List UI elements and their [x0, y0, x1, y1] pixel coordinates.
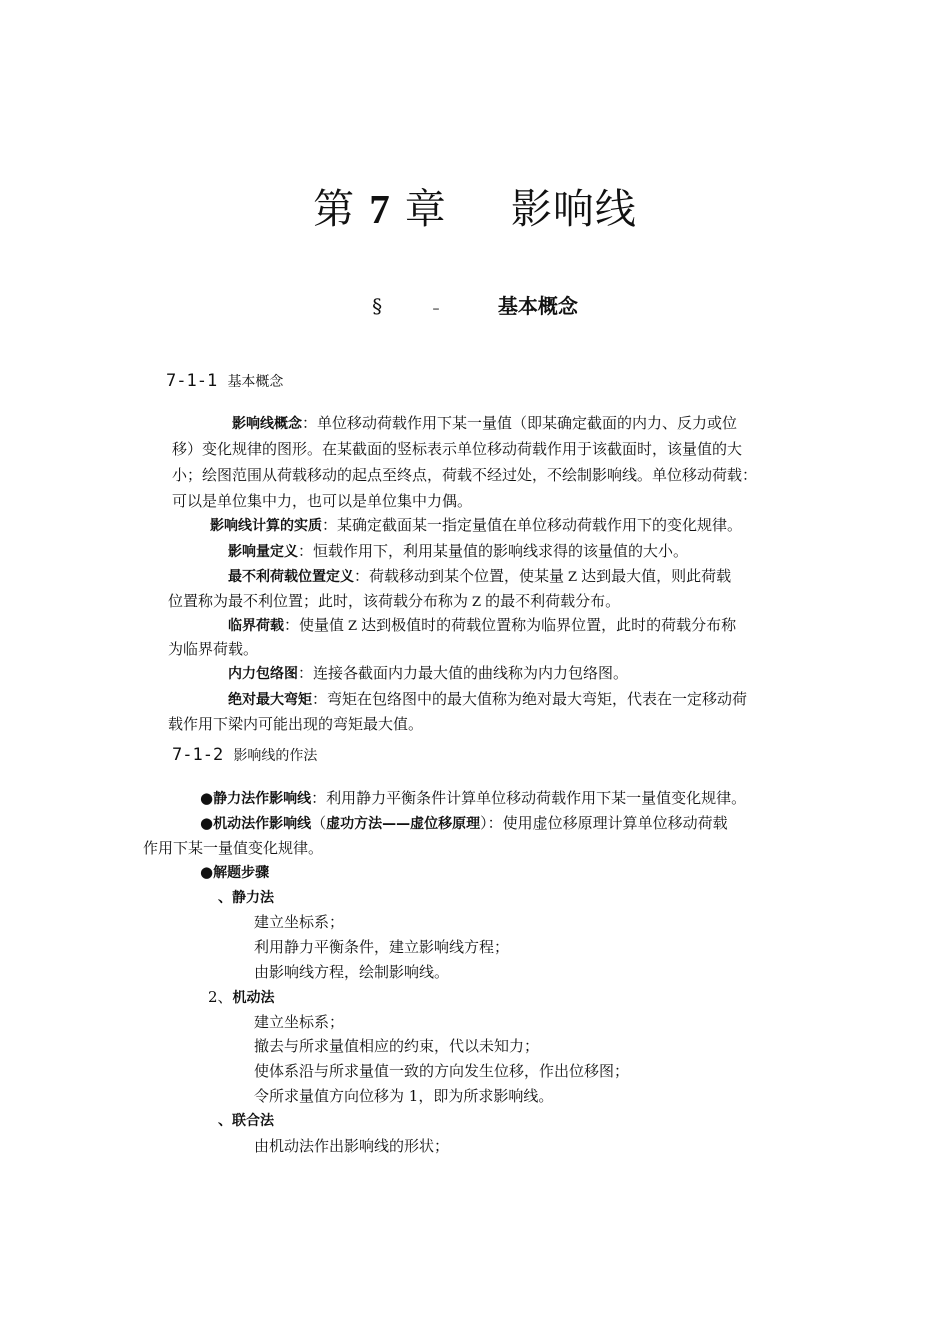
chapter-prefix: 第	[313, 185, 356, 233]
subsection-2	[172, 745, 317, 765]
subsection-2-label: 影响线的作法	[233, 748, 318, 764]
chapter-title	[0, 176, 950, 235]
bullet-icon: ●	[200, 789, 214, 807]
def-text: 达到最大值，则此荷载	[581, 567, 732, 585]
subsection-1	[166, 371, 283, 391]
method-kinematic	[200, 812, 728, 833]
def-text: ：荷载移动到某个位置，使某量	[354, 567, 565, 585]
method-term: 机动法作影响线	[213, 816, 312, 832]
step-item: 建立坐标系；	[254, 1013, 345, 1031]
step-label: 机动法	[232, 990, 275, 1006]
subsection-1-label: 基本概念	[227, 374, 284, 390]
def-text: ：弯矩在包络图中的最大值称为绝对最大弯矩，代表在一定移动荷	[312, 690, 748, 708]
def-worst-position	[228, 565, 731, 586]
chapter-name: 影响线	[510, 185, 637, 233]
chapter-number: 7	[369, 186, 391, 232]
def-text: 达到极值时的荷载位置称为临界位置，此时的荷载分布称	[361, 616, 737, 634]
def-term: 影响线计算的实质	[210, 518, 322, 534]
z-symbol: Z	[568, 570, 578, 585]
def-text: 的最不利荷载分布。	[485, 592, 621, 610]
subsection-1-num: 7-1-1	[166, 371, 218, 391]
method-term: 虚功方法——虚位移原理	[326, 816, 481, 832]
def-line: 为临界荷载。	[168, 640, 259, 658]
def-influence-line	[232, 412, 737, 433]
def-line: 可以是单位集中力，也可以是单位集中力偶。	[172, 492, 473, 510]
def-envelope	[228, 662, 628, 683]
paren: （	[311, 814, 327, 832]
method-static	[200, 787, 746, 808]
def-text: ：连接各截面内力最大值的曲线称为内力包络图。	[298, 664, 629, 682]
z-symbol: Z	[348, 619, 358, 634]
step-static-heading: 、静力法	[218, 890, 274, 906]
bullet-icon: ●	[200, 863, 214, 881]
def-abs-max-moment	[228, 688, 747, 709]
def-term: 影响量定义	[228, 544, 298, 560]
bullet-icon: ●	[200, 814, 214, 832]
def-text: ：某确定截面某一指定量值在单位移动荷载作用下的变化规律。	[322, 516, 743, 534]
def-term: 内力包络图	[228, 666, 298, 682]
def-line: 载作用下梁内可能出现的弯矩最大值。	[168, 715, 424, 733]
step-item: 利用静力平衡条件，建立影响线方程；	[254, 938, 510, 956]
def-term: 绝对最大弯矩	[228, 692, 312, 708]
step-item: 由影响线方程，绘制影响线。	[254, 963, 450, 981]
def-essence	[210, 514, 742, 535]
subsection-2-num: 7-1-2	[172, 745, 224, 765]
method-text: ）：使用虚位移原理计算单位移动荷载	[480, 814, 728, 832]
section-heading	[0, 290, 950, 319]
step-item: 使体系沿与所求量值一致的方向发生位移，作出位移图；	[254, 1062, 630, 1080]
def-text: ：恒载作用下，利用某量值的影响线求得的该量值的大小。	[298, 542, 689, 560]
step-num: 2、	[208, 988, 233, 1006]
method-term: 解题步骤	[213, 865, 270, 881]
step-item: 令所求量值方向位移为 1，即为所求影响线。	[254, 1087, 554, 1105]
section-name: 基本概念	[497, 294, 578, 318]
def-critical-load	[228, 614, 736, 635]
def-term: 影响线概念	[232, 416, 302, 432]
method-steps	[200, 862, 269, 882]
step-item: 撤去与所求量值相应的约束，代以未知力；	[254, 1037, 540, 1055]
method-line: 作用下某一量值变化规律。	[143, 839, 324, 857]
z-symbol: Z	[472, 595, 482, 610]
chapter-suffix: 章	[404, 185, 447, 233]
section-symbol: §	[372, 294, 383, 318]
def-term: 临界荷载	[228, 618, 284, 634]
step-item: 建立坐标系；	[254, 913, 345, 931]
method-term: 静力法作影响线	[213, 791, 312, 807]
method-text: ：利用静力平衡条件计算单位移动荷载作用下某一量值变化规律。	[311, 789, 747, 807]
def-text: 位置称为最不利位置；此时，该荷载分布称为	[168, 592, 469, 610]
def-text: ：使量值	[284, 616, 345, 634]
def-influence-quantity	[228, 540, 688, 561]
step-item: 由机动法作出影响线的形状；	[254, 1137, 450, 1155]
step-kinematic-heading	[208, 986, 275, 1007]
def-text: ：单位移动荷载作用下某一量值（即某确定截面的内力、反力或位	[302, 414, 738, 432]
def-line: 移）变化规律的图形。在某截面的竖标表示单位移动荷载作用于该截面时，该量值的大	[172, 440, 743, 458]
def-line: 小；绘图范围从荷载移动的起点至终点，荷载不经过处，不绘制影响线。单位移动荷载：	[172, 466, 758, 484]
step-combined-heading: 、联合法	[218, 1113, 274, 1129]
def-term: 最不利荷载位置定义	[228, 569, 354, 585]
section-dash: –	[432, 301, 440, 317]
def-line	[168, 590, 620, 611]
